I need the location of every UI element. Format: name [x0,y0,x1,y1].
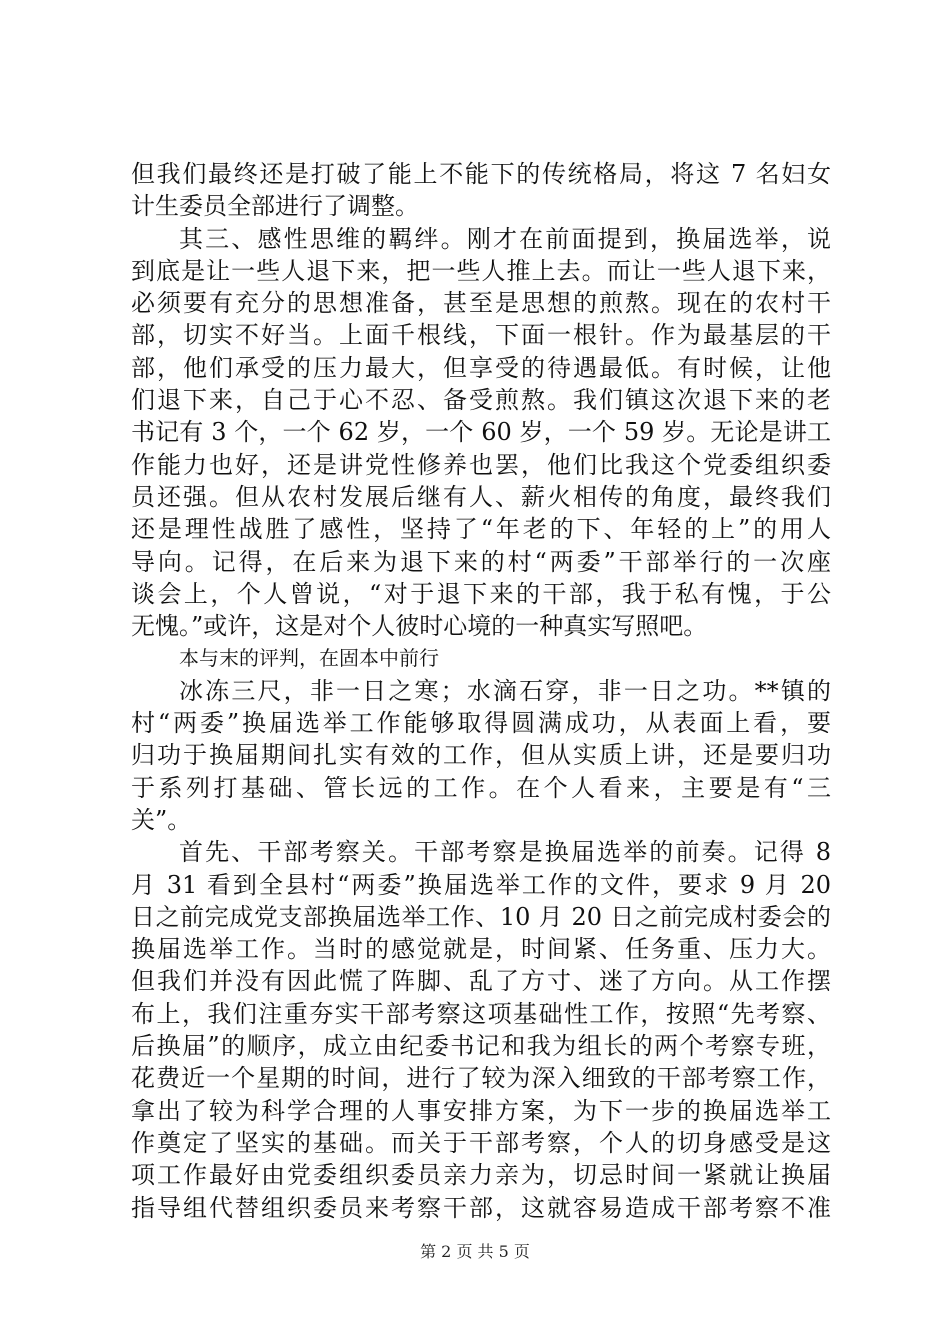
text-line: 月 31 看到全县村“两委”换届选举工作的文件，要求 9 月 20 [131,870,831,899]
paragraph-continuation [131,158,831,223]
text-line: 谈会上，个人曾说，“对于退下来的干部，我于私有愧，于公 [131,579,831,608]
paragraph-foundation [131,675,831,836]
text-line: 换届选举工作。当时的感觉就是，时间紧、任务重、压力大。 [131,935,831,964]
text-line: 书记有 3 个，一个 62 岁，一个 60 岁，一个 59 岁。无论是讲工 [131,418,831,447]
page-number-footer: 第 2 页 共 5 页 [420,1242,530,1261]
text-line: 首先、干部考察关。干部考察是换届选举的前奏。记得 8 [179,838,831,867]
heading-text: 本与末的评判，在固本中前行 [179,646,439,671]
text-line: 作能力也好，还是讲党性修养也罢，他们比我这个党委组织委 [131,450,831,479]
text-line: 导向。记得，在后来为退下来的村“两委”干部举行的一次座 [131,547,831,576]
text-line: 计生委员全部进行了调整。 [131,192,419,221]
text-line: 员还强。但从农村发展后继有人、薪火相传的角度，最终我们 [131,482,831,511]
text-line: 其三、感性思维的羁绊。刚才在前面提到，换届选举，说 [179,224,831,253]
text-line: 项工作最好由党委组织委员亲力亲为，切忌时间一紧就让换届 [131,1161,831,1190]
text-line: 还是理性战胜了感性，坚持了“年老的下、年轻的上”的用人 [131,515,831,544]
text-line: 于系列打基础、管长远的工作。在个人看来，主要是有“三 [131,773,831,802]
text-line: 无愧。”或许，这是对个人彼时心境的一种真实写照吧。 [131,612,708,641]
text-line: 必须要有充分的思想准备，甚至是思想的煎熬。现在的农村干 [131,289,831,318]
text-line: 村“两委”换届选举工作能够取得圆满成功，从表面上看，要 [131,709,831,738]
text-line: 但我们并没有因此慌了阵脚、乱了方寸、迷了方向。从工作摆 [131,967,831,996]
paragraph-emotional-constraint [131,223,831,643]
text-line: 部，切实不好当。上面千根线，下面一根针。作为最基层的干 [131,321,831,350]
text-line: 布上，我们注重夯实干部考察这项基础性工作，按照“先考察、 [131,999,831,1028]
text-line: 日之前完成党支部换届选举工作、10 月 20 日之前完成村委会的 [131,902,831,931]
paragraph-cadre-inspection [131,836,831,1224]
text-line: 但我们最终还是打破了能上不能下的传统格局，将这 7 名妇女 [131,160,831,188]
text-line: 冰冻三尺，非一日之寒；水滴石穿，非一日之功。**镇的 [179,676,831,705]
text-line: 拿出了较为科学合理的人事安排方案，为下一步的换届选举工 [131,1096,831,1125]
text-line: 到底是让一些人退下来，把一些人推上去。而让一些人退下来， [131,256,831,285]
text-line: 关”。 [131,805,192,834]
section-heading [131,642,831,674]
text-line: 部，他们承受的压力最大，但享受的待遇最低。有时候，让他 [131,353,831,382]
document-body [131,158,831,1224]
text-line: 花费近一个星期的时间，进行了较为深入细致的干部考察工作， [131,1064,831,1093]
text-line: 归功于换届期间扎实有效的工作，但从实质上讲，还是要归功 [131,741,831,770]
text-line: 们退下来，自己于心不忍、备受煎熬。我们镇这次退下来的老 [131,386,831,415]
text-line: 指导组代替组织委员来考察干部，这就容易造成干部考察不准 [131,1193,831,1222]
text-line: 作奠定了坚实的基础。而关于干部考察，个人的切身感受是这 [131,1128,831,1157]
text-line: 后换届”的顺序，成立由纪委书记和我为组长的两个考察专班， [131,1032,831,1061]
